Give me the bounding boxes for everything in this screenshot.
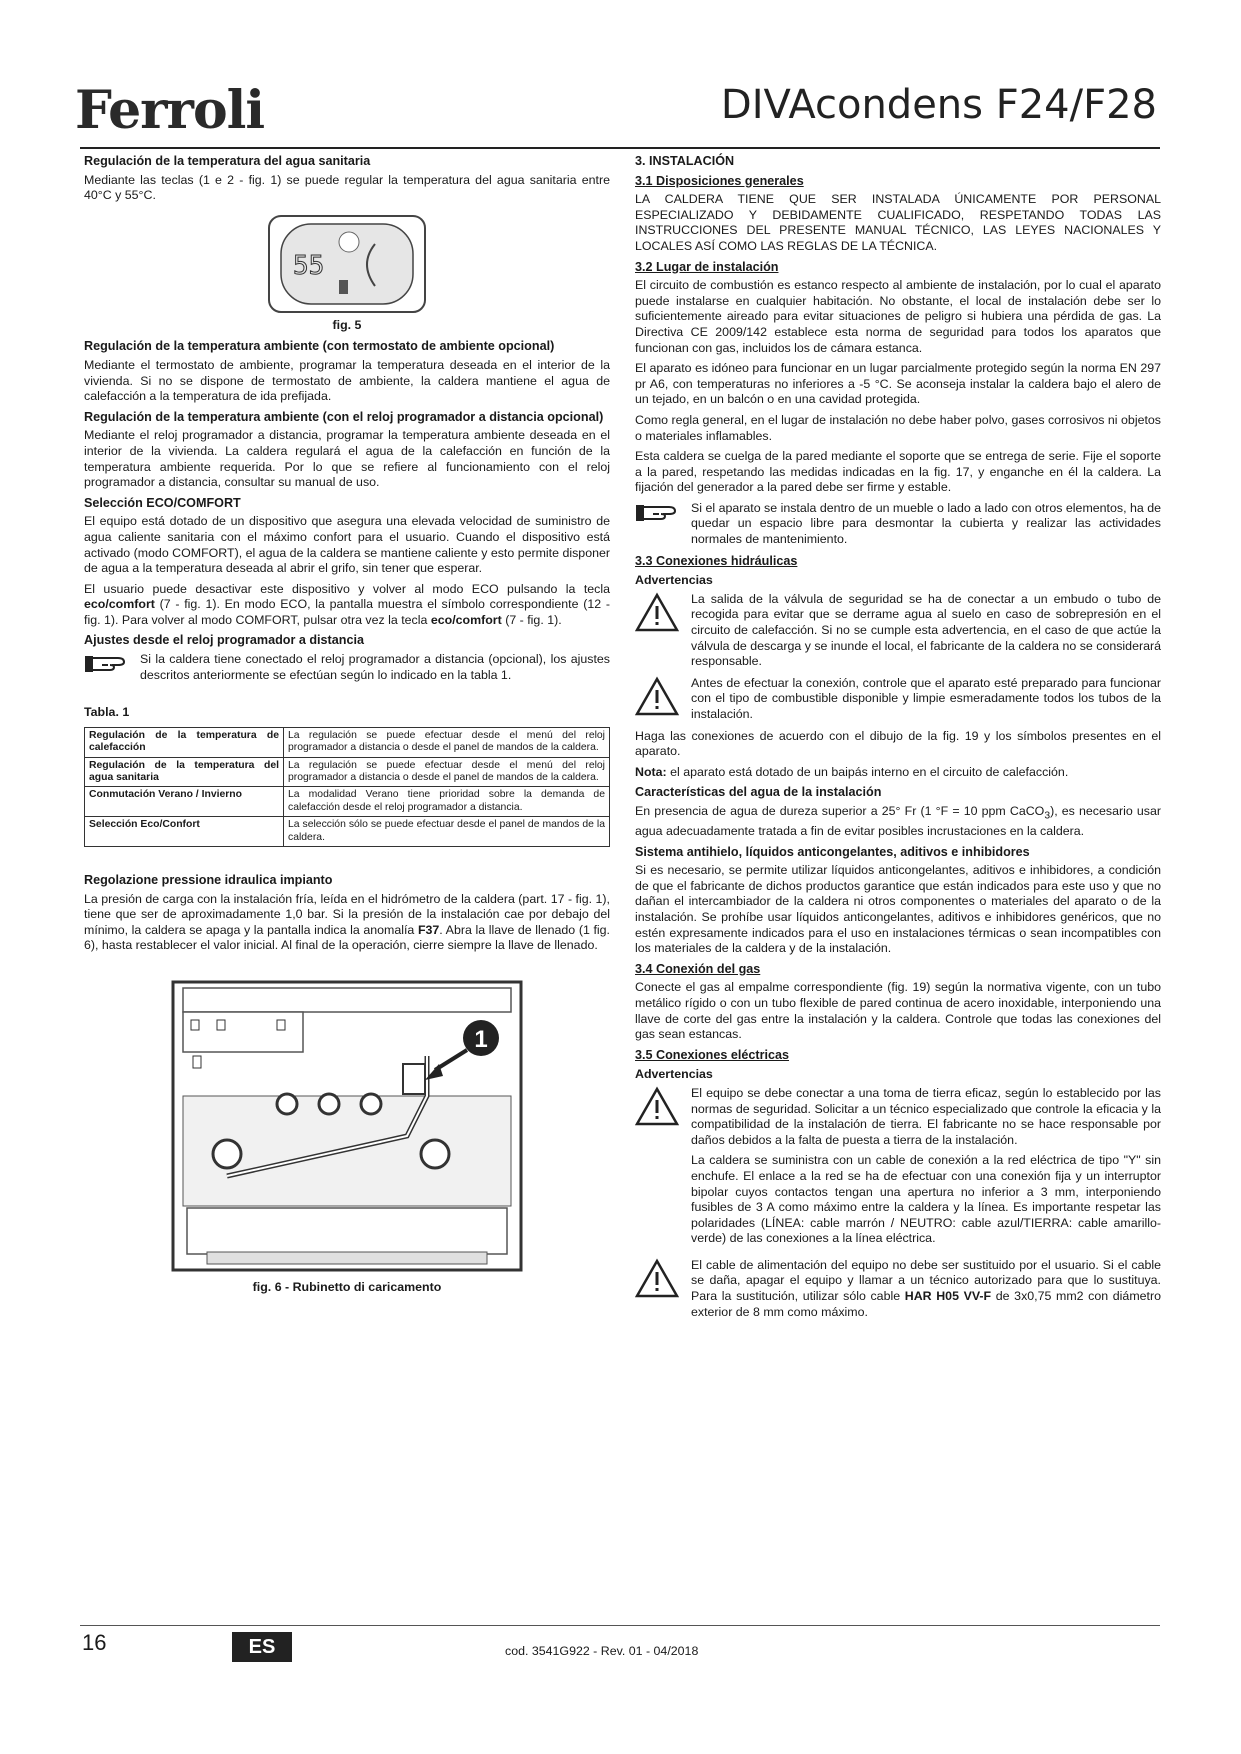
table-row: Regulación de la temperatura de calefacción La regulación se puede efectuar desde el menú del reloj programador a distancia o desde el panel de mandos de la caldera. [85, 727, 610, 757]
hydraulic-connections-heading: 3.3 Conexiones hidráulicas [635, 553, 798, 568]
control-panel-drawing [267, 214, 427, 314]
water-characteristics-heading: Características del agua de la instalación [635, 785, 882, 800]
remote-settings-heading: Ajustes desde el reloj programador a distancia [84, 633, 364, 648]
document-code: cod. 3541G922 - Rev. 01 - 04/2018 [505, 1644, 699, 1658]
general-provisions-heading: 3.1 Disposiciones generales [635, 173, 804, 188]
footer-rule [80, 1625, 1160, 1626]
room-temp-remote-text: Mediante el reloj programador a distancia, programar la temperatura ambiente deseada en el interior de la vivienda. La caldera regulará el agua de la calefacción en función de la temperatura ambiente requerida. Por lo que se refiere al funcionamiento con el reloj programador a distancia, consultar su manual de uso. [84, 428, 610, 490]
gas-connection-heading: 3.4 Conexión del gas [635, 961, 761, 976]
model-title: DIVAcondens F24/F28 [720, 82, 1157, 128]
hydraulic-text: Haga las conexiones de acuerdo con el dibujo de la fig. 19 y los símbolos presentes en el aparato. [635, 728, 1161, 759]
warnings-heading-2: Advertencias [635, 1067, 713, 1082]
warning-fuel-check: Antes de efectuar la conexión, controle que el aparato esté preparado para funcionar con el tipo de combustible disponible y limpie esmeradamente todos los tubos de la instalación. [635, 676, 1161, 723]
installation-place-text-4: Esta caldera se cuelga de la pared mediante el soporte que se entrega de serie. Fije el soporte a la pared, respetando las medidas indicadas en la fig. 17, y enganche en él la caldera. La fijación del generador a la pared debe ser firme y estable. [635, 449, 1161, 495]
display-digits: 55 [293, 250, 325, 281]
dhw-temp-text: Mediante las teclas (1 e 2 - fig. 1) se puede regular la temperatura del agua sanitaria entre 40°C y 55°C. [84, 172, 610, 203]
antifreeze-heading: Sistema antihielo, líquidos anticongelantes, aditivos e inhibidores [635, 844, 1030, 859]
installation-place-text-1: El circuito de combustión es estanco respecto al ambiente de instalación, por lo cual el aparato puede instalarse en cualquier habitación. No obstante, el local de instalación debe ser lo suficientemente aireado para evitar situaciones de peligro si hubiera una pérdida de gas. La Directiva CE 2009/142 establece esta norma de seguridad para todos los aparatos que funcionan con gas, incluidos los de cámara estanca. [635, 278, 1161, 355]
eco-comfort-key-2: eco/comfort [430, 612, 502, 627]
pressure-heading: Regolazione pressione idraulica impianto [84, 873, 333, 888]
warning-power-cable: El cable de alimentación del equipo no debe ser sustituido por el usuario. Si el cable se daña, apagar el equipo y llamar a un técnico autorizado para que lo sustituya. Para la sustitución, utilizar sólo cable HAR H05 VV-F de 3x0,75 mm2 con diámetro exterior de 8 mm como máximo. [635, 1258, 1161, 1320]
left-column [84, 150, 610, 1302]
warning-earthing [635, 1086, 1161, 1252]
antifreeze-text: Si es necesario, se permite utilizar líquidos anticongelantes, aditivos e inhibidores, a condición de que el fabricante de dichos productos garantice que están indicados para este uso y que no dañan el intercambiador de la caldera ni otros componentes o materiales del aparato o de la instalación. Se prohíbe usar líquidos anticongelantes, aditivos e inhibidores genéricos, que no estén expresamente indicados para el uso en instalaciones térmicas o sean incompatibles con los materiales de la caldera y de la instalación. [635, 863, 1161, 956]
table-1-title: Tabla. 1 [84, 705, 130, 720]
gas-connection-text: Conecte el gas al empalme correspondiente (fig. 19) según la normativa vigente, con un tubo metálico rígido o con un tubo flexible de pared continua de acero inoxidable, interponiendo una llave de corte del gas entre la instalación y la caldera. Controle que todas las conexiones del gas sean estancas. [635, 980, 1161, 1042]
bypass-note: Nota: el aparato está dotado de un baipás interno en el circuito de calefacción. [635, 764, 1069, 779]
warning-triangle-icon [635, 676, 679, 716]
installation-place-text-3: Como regla general, en el lugar de instalación no debe haber polvo, gases corrosivos ni objetos o materiales inflamables. [635, 412, 1161, 443]
table-row: Regulación de la temperatura del agua sanitaria La regulación se puede efectuar desde el menú del reloj programador a distancia o desde el panel de mandos de la caldera. [85, 757, 610, 787]
pointing-hand-icon [84, 652, 130, 676]
warning-triangle-icon [635, 1258, 679, 1298]
eco-comfort-text-2: El usuario puede desactivar este dispositivo y volver al modo ECO pulsando la tecla eco/comfort (7 - fig. 1). En modo ECO, la pantalla muestra el símbolo correspondiente (12 - fig. 1). Para volver al modo COMFORT, pulsar otra vez la tecla eco/comfort (7 - fig. 1). [84, 581, 610, 627]
installation-place-note: Si el aparato se instala dentro de un mueble o lado a lado con otros elementos, ha de quedar un espacio libre para desmontar la cubierta y realizar las actividades normales de mantenimiento. [635, 501, 1161, 548]
general-provisions-text: LA CALDERA TIENE QUE SER INSTALADA ÚNICAMENTE POR PERSONAL ESPECIALIZADO Y DEBIDAMENTE CUALIFICADO, RESPETANDO TODAS LAS INSTRUCCIONES DEL PRESENTE MANUAL TÉCNICO, LAS LEYES NACIONALES Y LOCALES ASÍ COMO LAS REGLAS DE LA TÉCNICA. [635, 192, 1161, 253]
cable-type: HAR H05 VV-F [904, 1289, 992, 1304]
fault-code: F37 [417, 922, 440, 937]
warning-triangle-icon [635, 592, 679, 632]
room-temp-thermostat-heading: Regulación de la temperatura ambiente (con termostato de ambiente opcional) [84, 339, 555, 354]
table-row: Conmutación Verano / Invierno La modalidad Verano tiene prioridad sobre la demanda de calefacción desde el reloj programador a distancia. [85, 787, 610, 817]
eco-comfort-key: eco/comfort [84, 597, 155, 612]
earthing-text: El equipo se debe conectar a una toma de tierra eficaz, según lo establecido por las normas de seguridad. Solicitar a un técnico especializado que controle la eficacia y la compatibilidad de la instalación de tierra. El fabricante no se hace responsable por daños debidos a la falta de puesta a tierra de la instalación. [691, 1085, 1161, 1147]
figure-6-boiler-drawing [167, 976, 527, 1276]
table-row: Selección Eco/Confort La selección sólo se puede efectuar desde el panel de mandos de la caldera. [85, 817, 610, 847]
eco-comfort-text-1: El equipo está dotado de un dispositivo que asegura una elevada velocidad de suministro de agua caliente sanitaria con el máximo confort para el usuario. Cuando el dispositivo está activado (modo COMFORT), el agua de la caldera se mantiene caliente y esto permite disponer de agua a la temperatura deseada al abrir el grifo, sin tener que esperar. [84, 514, 610, 576]
header-rule [80, 147, 1160, 149]
figure-5-caption: fig. 5 [332, 317, 362, 332]
callout-1: 1 [474, 1026, 488, 1054]
figure-6-caption: fig. 6 - Rubinetto di caricamento [252, 1280, 442, 1295]
figure-5-control-panel [267, 214, 427, 314]
room-temp-thermostat-text: Mediante el termostato de ambiente, programar la temperatura deseada en el interior de la vivienda. Si no se dispone de termostato de ambiente, la caldera mantiene el agua de calefacción a la temperatura de ida prefijada. [84, 357, 610, 404]
page-number: 16 [82, 1630, 107, 1655]
table-1 [84, 727, 610, 847]
room-temp-remote-heading: Regulación de la temperatura ambiente (con el reloj programador a distancia opcional) [84, 409, 604, 424]
boiler-bottom-drawing [167, 976, 527, 1276]
language-badge: ES [232, 1632, 292, 1662]
brand-logo: Ferroli [75, 80, 265, 141]
warning-triangle-icon [635, 1086, 679, 1126]
installation-place-heading: 3.2 Lugar de instalación [635, 259, 779, 274]
dhw-temp-heading: Regulación de la temperatura del agua sanitaria [84, 154, 371, 168]
pressure-text: La presión de carga con la instalación fría, leída en el hidrómetro de la caldera (part. 17 - fig. 1), tiene que ser de aproximadamente 1,0 bar. Si la presión de la instalación cae por debajo del mínimo, la caldera se apaga y la pantalla indica la anomalía F37. Abra la llave de llenado (1 fig. 6), hasta restablecer el valor inicial. Al final de la operación, cierre siempre la llave de llenado. [84, 891, 610, 953]
warning-safety-valve: La salida de la válvula de seguridad se ha de conectar a un embudo o tubo de recogida para evitar que se derrame agua al suelo en caso de sobrepresión en el circuito de calefacción. Si no se cumple esta advertencia, en el caso de que actúe la válvula de descarga y se inunde el local, el fabricante de la caldera no se considerará responsable. [635, 592, 1161, 670]
electrical-connections-heading: 3.5 Conexiones eléctricas [635, 1047, 790, 1062]
installation-heading: 3. INSTALACIÓN [635, 154, 735, 168]
remote-settings-note: Si la caldera tiene conectado el reloj programador a distancia (opcional), los ajustes descritos anteriormente se efectúan según lo indicado en la tabla 1. [84, 652, 610, 683]
right-column [635, 150, 1161, 1326]
mains-cable-text: La caldera se suministra con un cable de conexión a la red eléctrica de tipo "Y" sin enchufe. El enlace a la red se ha de efectuar con una conexión fija y un interruptor bipolar cuyos contactos tengan una apertura no inferior a 3 mm, interponiendo fusibles de 3 A como máximo entre la caldera y la línea. Es importante respetar las polaridades (LÍNEA: cable marrón / NEUTRO: cable azul/TIERRA: cable amarillo-verde) de las conexiones a la línea eléctrica. [691, 1153, 1161, 1246]
pointing-hand-icon [635, 501, 681, 525]
installation-place-text-2: El aparato es idóneo para funcionar en un lugar parcialmente protegido según la norma EN 297 pr A6, con temperaturas no inferiores a -5 °C. Se aconseja instalar la caldera bajo el alero de un tejado, en un balcón o en una cavidad protegida. [635, 361, 1161, 407]
eco-comfort-heading: Selección ECO/COMFORT [84, 495, 241, 510]
water-characteristics-text: En presencia de agua de dureza superior a 25° Fr (1 °F = 10 ppm CaCO$_3$), es necesario usar agua adecuadamente tratada a fin de evitar posibles incrustaciones en la caldera. [635, 803, 1161, 839]
warnings-heading-1: Advertencias [635, 573, 713, 588]
